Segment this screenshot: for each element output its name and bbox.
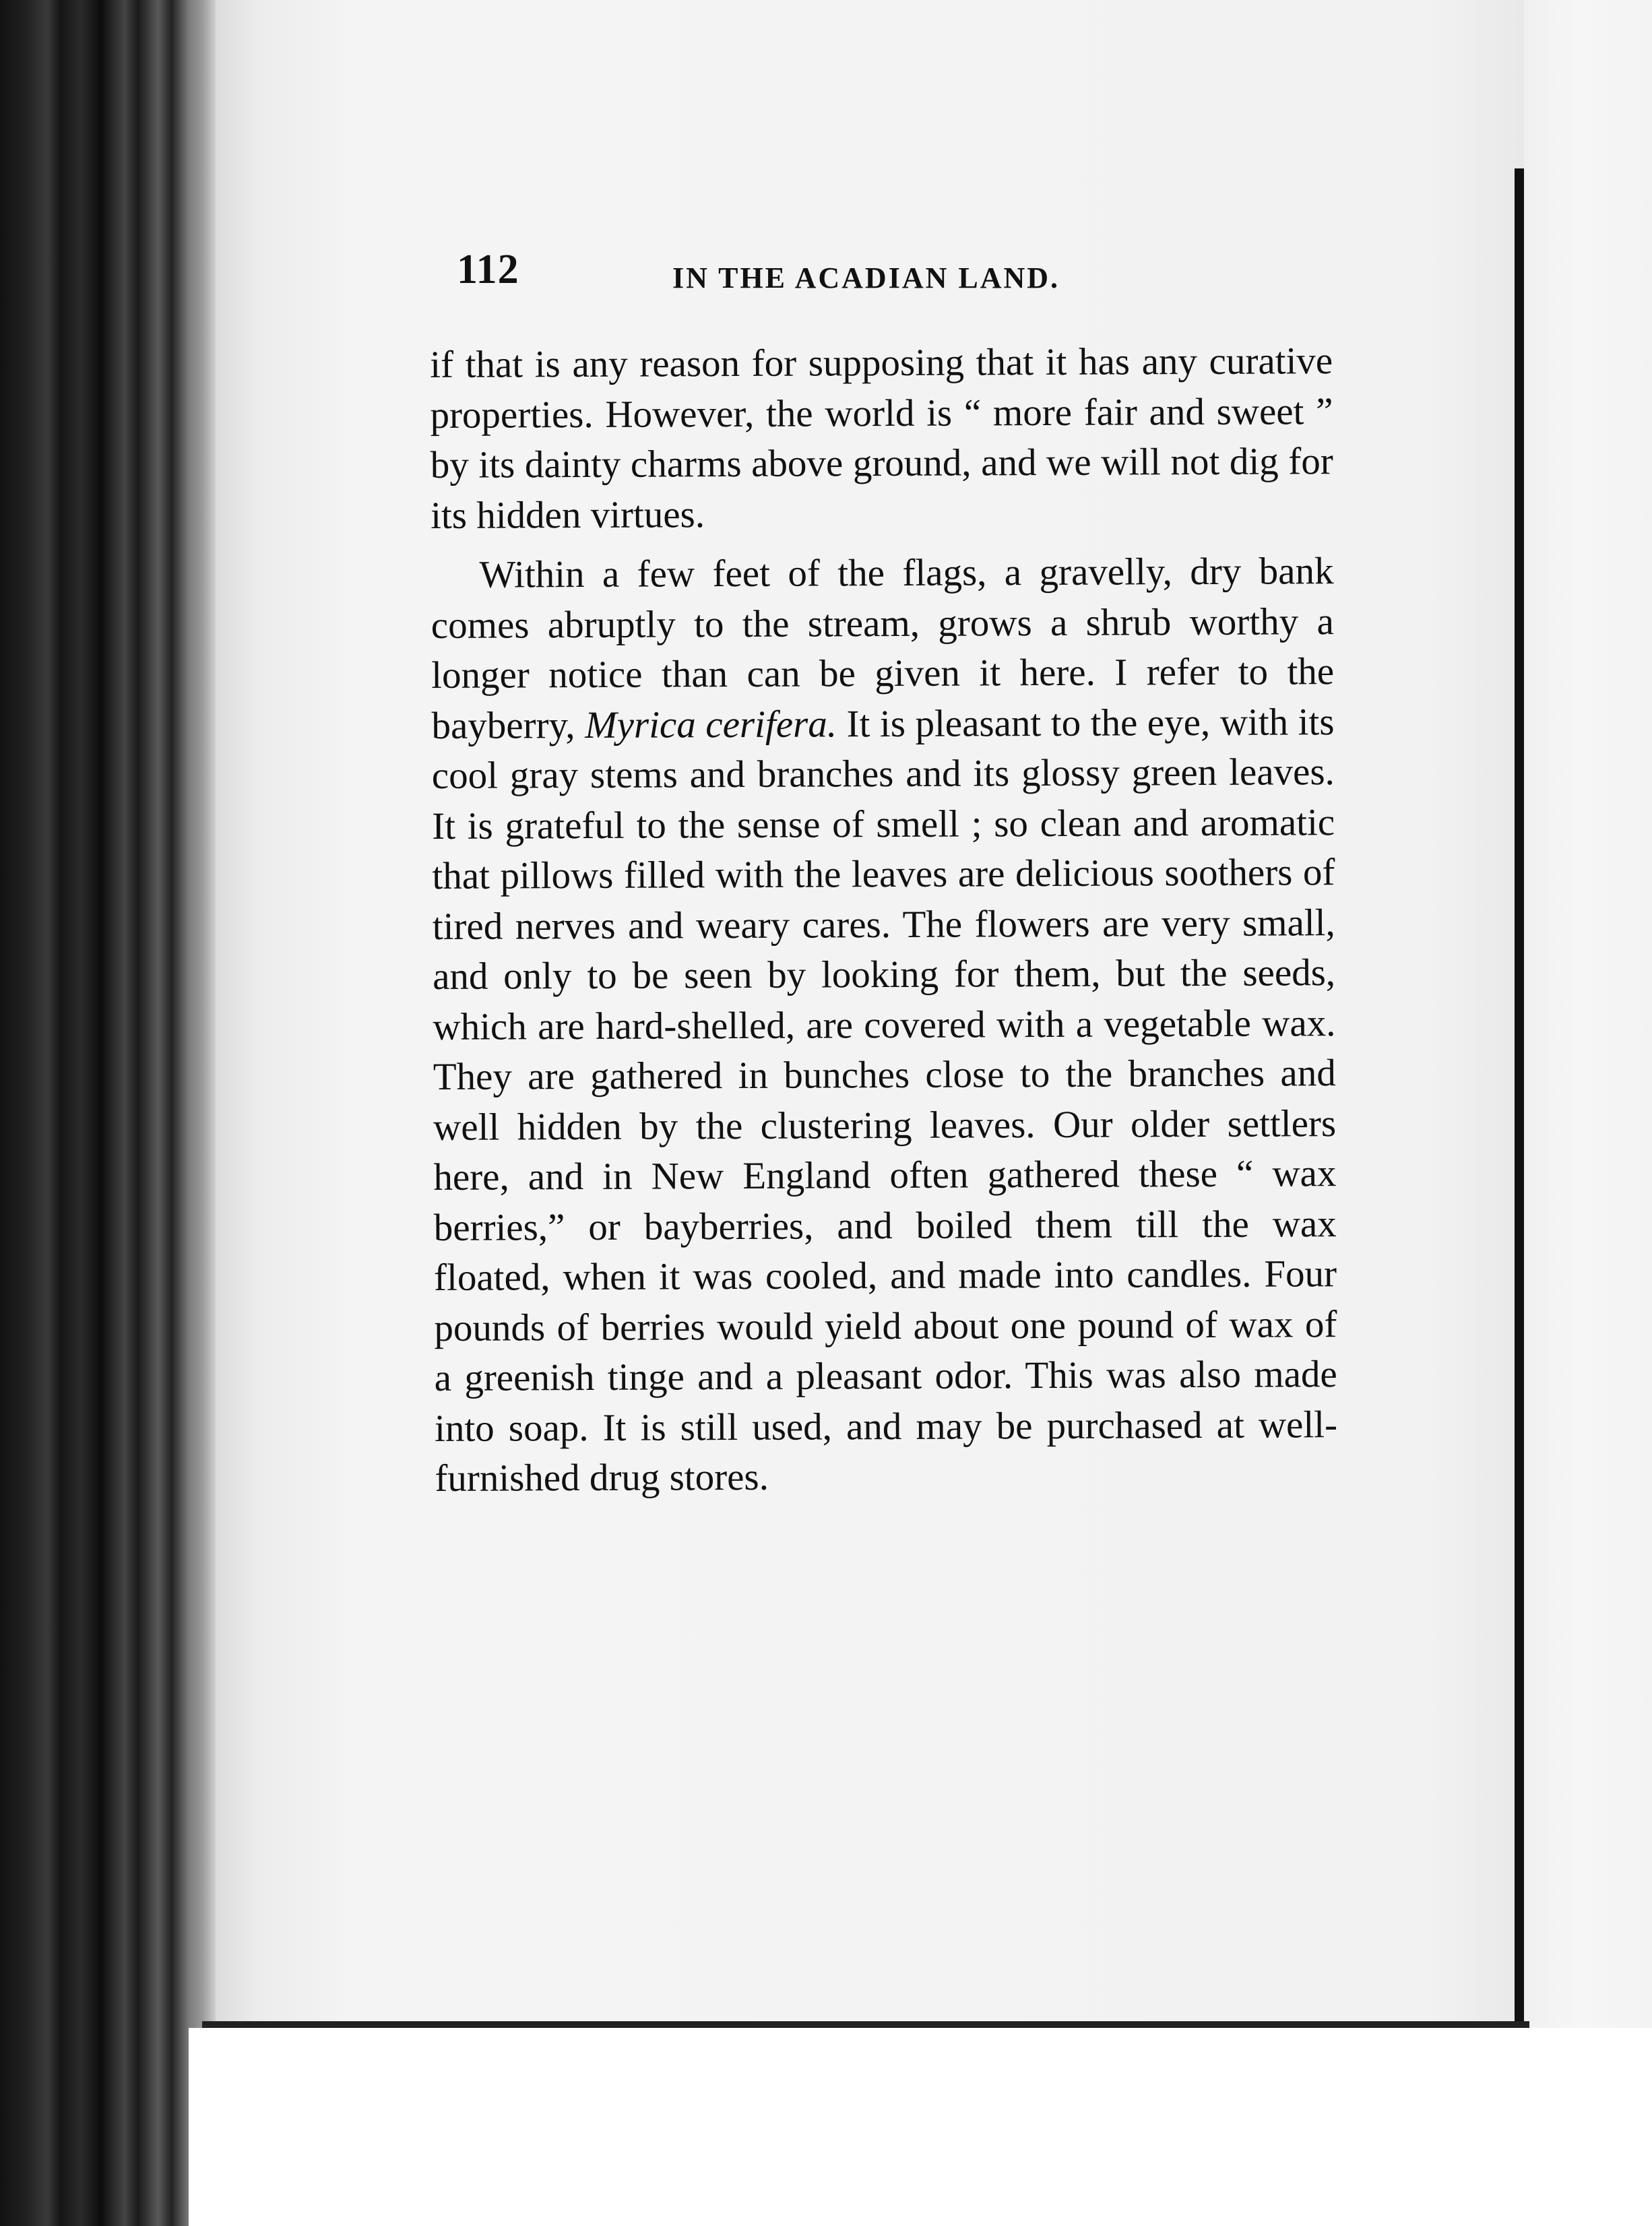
page-header xyxy=(457,246,1168,307)
book-binding-gutter xyxy=(0,0,216,2226)
paragraph-2-start: Within a few feet of the flags, a gravelly, dry bank comes abruptly to the stream, grows a shrub worthy a longer notice than can be given it here. I refer to the bayberry, xyxy=(431,550,1335,747)
body-text xyxy=(430,336,1338,1504)
scan-margin-bottom xyxy=(189,2028,1652,2226)
page-bottom-edge xyxy=(202,2021,1529,2028)
running-head: IN THE ACADIAN LAND. xyxy=(672,261,1060,294)
paragraph-2 xyxy=(431,546,1337,1504)
page-number: 112 xyxy=(457,247,519,292)
paragraph-1: if that is any reason for supposing that it has any curative properties. However, the world is “ more fair and sweet ” by its dainty charms above ground, and we will not dig for its hidden virtues. xyxy=(430,340,1333,537)
species-name: Myrica cerifera. xyxy=(585,702,837,746)
facing-page-border xyxy=(1515,168,1524,2028)
facing-page-edge xyxy=(1524,0,1652,2028)
paragraph-2-rest: It is pleasant to the eye, with its cool gray stems and branches and its glossy green leaves. It is grateful to the sense of smell ; so clean and aromatic that pillows filled with the leaves are delicious soothers of tired nerves and weary cares. The flowers are very small, and only to be seen by looking for them, but the seeds, which are hard-shelled, are covered with a vegetable wax. They are gathered in bunches close to the branches and well hidden by the clustering leaves. Our older settlers here, and in New England often gathered these “ wax berries,” or bayberries, and boiled them till the wax floated, when it was cooled, and made into candles. Four pounds of berries would yield about one pound of wax of a greenish tinge and a pleasant odor. This was also made into soap. It is still used, and may be purchased at well-furnished drug stores. xyxy=(431,700,1338,1500)
